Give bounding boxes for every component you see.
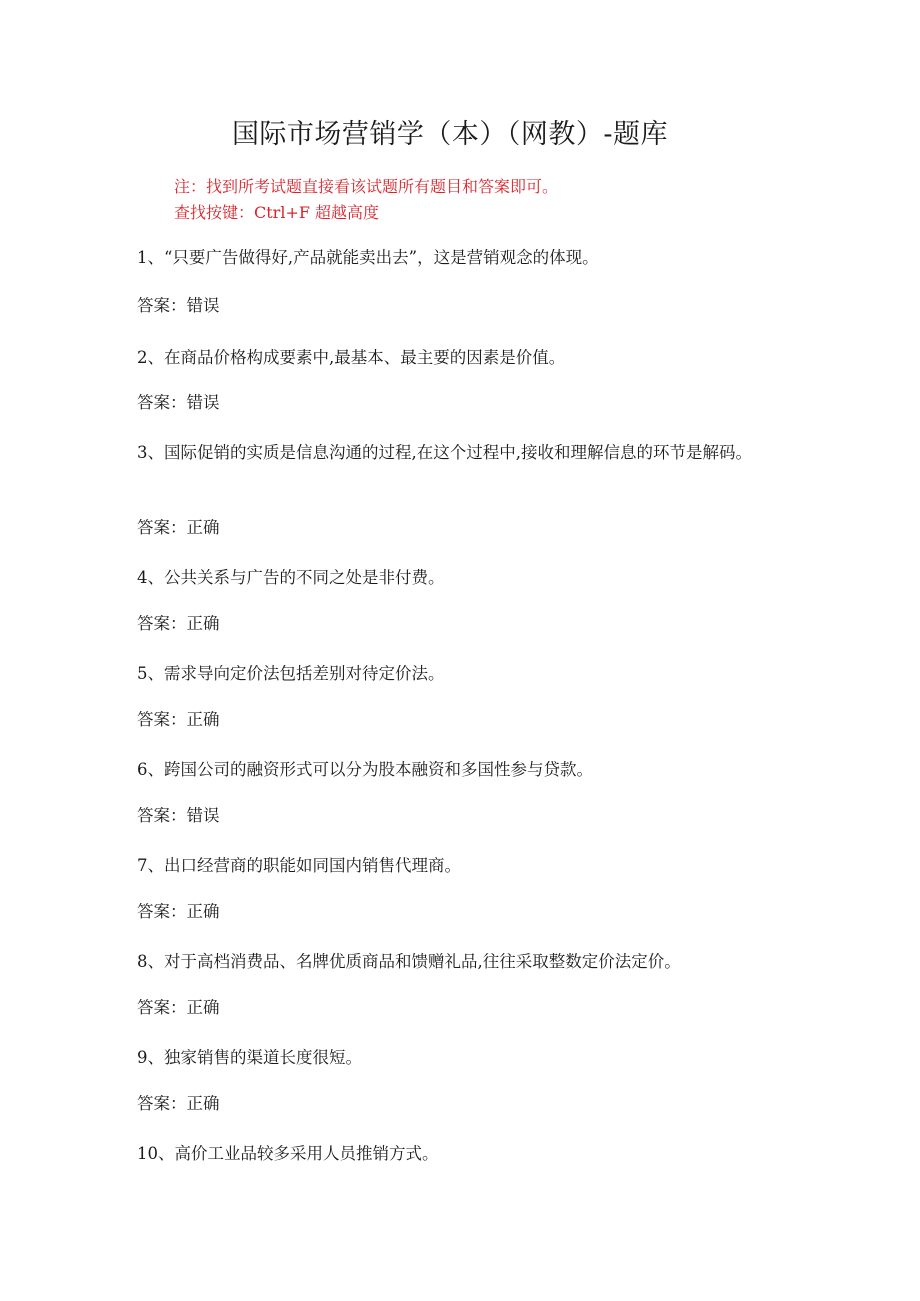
- answer-text: 答案：正确: [137, 998, 220, 1017]
- answer-item: [137, 898, 220, 925]
- notice-line-2: 查找按键：Ctrl+F 超越高度: [174, 203, 380, 222]
- question-item: [137, 439, 767, 466]
- question-item: [137, 756, 593, 783]
- search-notice: [174, 174, 558, 226]
- question-text: 6、跨国公司的融资形式可以分为股本融资和多国性参与贷款。: [137, 760, 593, 779]
- answer-item: [137, 292, 220, 319]
- answer-text: 答案：正确: [137, 1094, 220, 1113]
- answer-text: 答案：正确: [137, 614, 220, 633]
- answer-item: [137, 1090, 220, 1117]
- question-text: 7、出口经营商的职能如同国内销售代理商。: [137, 856, 461, 875]
- question-item: [137, 948, 777, 975]
- question-text: 9、独家销售的渠道长度很短。: [137, 1048, 362, 1067]
- answer-text: 答案：正确: [137, 902, 220, 921]
- answer-item: [137, 514, 220, 541]
- question-item: [137, 564, 445, 591]
- answer-text: 答案：错误: [137, 296, 220, 315]
- question-text: 1、“只要广告做得好,产品就能卖出去”，这是营销观念的体现。: [137, 248, 599, 267]
- question-item: [137, 344, 565, 371]
- question-text: 10、高价工业品较多采用人员推销方式。: [137, 1144, 439, 1163]
- question-text: 5、需求导向定价法包括差别对待定价法。: [137, 664, 445, 683]
- answer-item: [137, 610, 220, 637]
- answer-text: 答案：错误: [137, 393, 220, 412]
- answer-text: 答案：错误: [137, 806, 220, 825]
- answer-item: [137, 994, 220, 1021]
- document-title: 国际市场营销学（本）（网教）-题库: [231, 119, 669, 150]
- question-item: [137, 1044, 362, 1071]
- question-text: 4、公共关系与广告的不同之处是非付费。: [137, 568, 445, 587]
- question-item: [137, 852, 461, 879]
- question-item: [137, 1140, 439, 1167]
- notice-line-1: 注：找到所考试题直接看该试题所有题目和答案即可。: [174, 177, 559, 196]
- answer-item: [137, 706, 220, 733]
- question-text: 8、对于高档消费品、名牌优质商品和馈赠礼品,往往采取整数定价法定价。: [137, 952, 681, 971]
- answer-item: [137, 802, 220, 829]
- answer-item: [137, 389, 220, 416]
- question-text: 2、在商品价格构成要素中,最基本、最主要的因素是价值。: [137, 348, 566, 367]
- question-item: [137, 660, 445, 687]
- question-text: 3、国际促销的实质是信息沟通的过程,在这个过程中,接收和理解信息的环节是解码。: [137, 443, 752, 462]
- question-item: [137, 244, 599, 271]
- answer-text: 答案：正确: [137, 710, 220, 729]
- answer-text: 答案：正确: [137, 518, 220, 537]
